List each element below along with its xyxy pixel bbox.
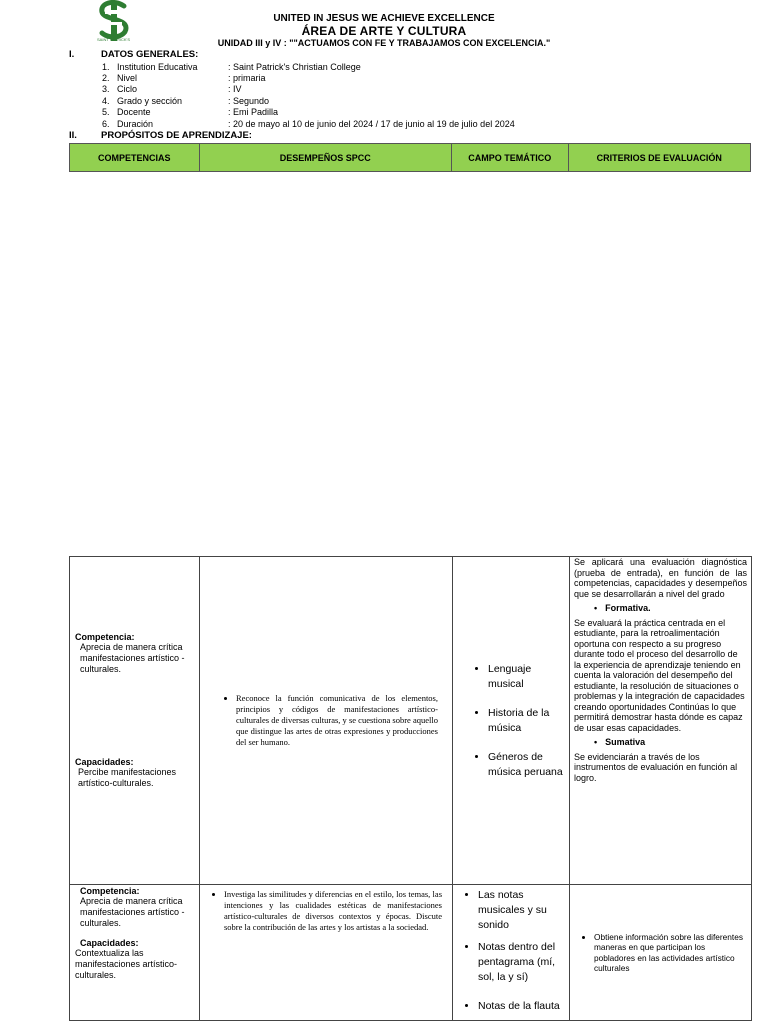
table-row <box>70 885 752 1021</box>
criterio-intro: Se aplicará una evaluación diagnóstica (prueba de entrada), en función de las competencias, capacidades y desempeños que se desarrollarán a nivel del grado <box>574 557 747 599</box>
section-title: PROPÓSITOS DE APRENDIZAJE: <box>101 130 252 141</box>
criterios-cell <box>570 885 752 1021</box>
competencia-cell <box>70 885 200 1021</box>
table-row <box>70 557 752 885</box>
datos-label: Duración <box>117 119 154 129</box>
criterio-sumativa-title: • Sumativa <box>594 737 747 748</box>
competencia-label: Competencia: <box>80 886 140 896</box>
table-header-row <box>69 143 751 172</box>
datos-value: : Emi Padilla <box>228 107 279 117</box>
criterio-sumativa: Se evidenciarán a través de los instrumentos de evaluación en función al logro. <box>574 751 738 783</box>
capacidades-text: Percibe manifestaciones artístico-culturales. <box>78 767 177 788</box>
logo-caption: SAINT PATRICK'S <box>97 37 130 42</box>
datos-value: : Saint Patrick's Christian College <box>228 62 361 72</box>
area-title: ÁREA DE ARTE Y CULTURA <box>301 24 467 38</box>
datos-label: Grado y sección <box>117 96 183 106</box>
competencia-text: Aprecia de manera crítica manifestaciones artístico - culturales. <box>80 896 185 928</box>
header-criterios: CRITERIOS DE EVALUACIÓN <box>596 152 722 163</box>
criterio-formativa-title: • Formativa. <box>594 603 747 614</box>
datos-value: : 20 de mayo al 10 de junio del 2024 / 17 de junio al 19 de julio del 2024 <box>228 119 515 129</box>
datos-number: 1. <box>102 62 110 72</box>
header-desempenos: DESEMPEÑOS SPCC <box>200 144 452 171</box>
datos-label: Ciclo <box>117 84 138 94</box>
motto: UNITED IN JESUS WE ACHIEVE EXCELLENCE <box>273 13 495 24</box>
campo-tematico-cell <box>453 557 570 885</box>
datos-number: 6. <box>102 119 110 129</box>
section-number: II. <box>69 130 77 141</box>
datos-label: Nivel <box>117 73 138 83</box>
desempeno-item: • Reconoce la función comunicativa de los elementos, principios y códigos de manifestaciones artístico- culturales de diversas culturas, y se cuestiona sobre aquello que distingue las artes de otras expresiones y producciones del ser humano. <box>236 693 438 748</box>
unit-title: UNIDAD III y IV : ""ACTUAMOS CON FE Y TRABAJAMOS CON EXCELENCIA." <box>217 38 551 48</box>
tema-item: • Historia de la música <box>488 706 569 736</box>
section-number: I. <box>69 49 75 60</box>
datos-value: : primaria <box>228 73 266 83</box>
datos-label: Docente <box>117 107 151 117</box>
header-campo-tematico: CAMPO TEMÁTICO <box>452 144 569 171</box>
desempeno-item: • Investiga las similitudes y diferencias en el estilo, los temas, las intenciones y las cualidades estéticas de manifestaciones artístico-culturales de diversos contextos y épocas. Discute sobre la contribución de las artes y los artistas a la sociedad. <box>224 889 442 933</box>
desempeno-cell <box>200 885 453 1021</box>
header-competencias: COMPETENCIAS <box>70 144 200 171</box>
capacidades-label: Capacidades: <box>75 757 134 767</box>
competencia-text: Aprecia de manera crítica manifestaciones artístico - culturales. <box>80 642 185 674</box>
datos-label: Institution Educativa <box>117 62 198 72</box>
datos-number: 2. <box>102 73 110 83</box>
campo-tematico-cell <box>453 885 570 1021</box>
tema-item: • Lenguaje musical <box>488 662 569 692</box>
capacidades-label: Capacidades: <box>80 938 139 948</box>
desempeno-cell <box>200 557 453 885</box>
criterio-formativa: Se evaluará la práctica centrada en el estudiante, para la retroalimentación oportuna con respecto a su progreso durante todo el proceso del desarrollo de la experiencia de aprendizaje teniendo en cuenta la valoración del desempeño del estudiante, la resolución de situaciones o problemas y la integración de capacidades creando oportunidades Continúas lo que permitirá demostrar hasta dónde es capaz de usar esas capacidades. <box>574 617 745 733</box>
tema-item: • Notas de la flauta <box>478 999 569 1014</box>
tema-item: • Géneros de música peruana <box>488 750 569 780</box>
competencia-label: Competencia: <box>75 632 135 642</box>
criterios-cell <box>570 557 752 885</box>
datos-number: 3. <box>102 84 110 94</box>
capacidades-text: Contextualiza las manifestaciones artístico-culturales. <box>75 948 178 980</box>
tema-item: • Notas dentro del pentagrama (mí, sol, la y sí) <box>478 940 569 985</box>
datos-number: 5. <box>102 107 110 117</box>
datos-number: 4. <box>102 96 110 106</box>
criterio-item: • Obtiene información sobre las diferentes maneras en que participan los pobladores en las actividades artístico culturales <box>594 932 745 974</box>
section-title: DATOS GENERALES: <box>101 49 199 60</box>
datos-value: : IV <box>228 84 242 94</box>
propositos-table <box>69 556 752 1021</box>
competencia-cell <box>70 557 200 885</box>
tema-item: • Las notas musicales y su sonido <box>478 888 569 933</box>
datos-value: : Segundo <box>228 96 270 106</box>
